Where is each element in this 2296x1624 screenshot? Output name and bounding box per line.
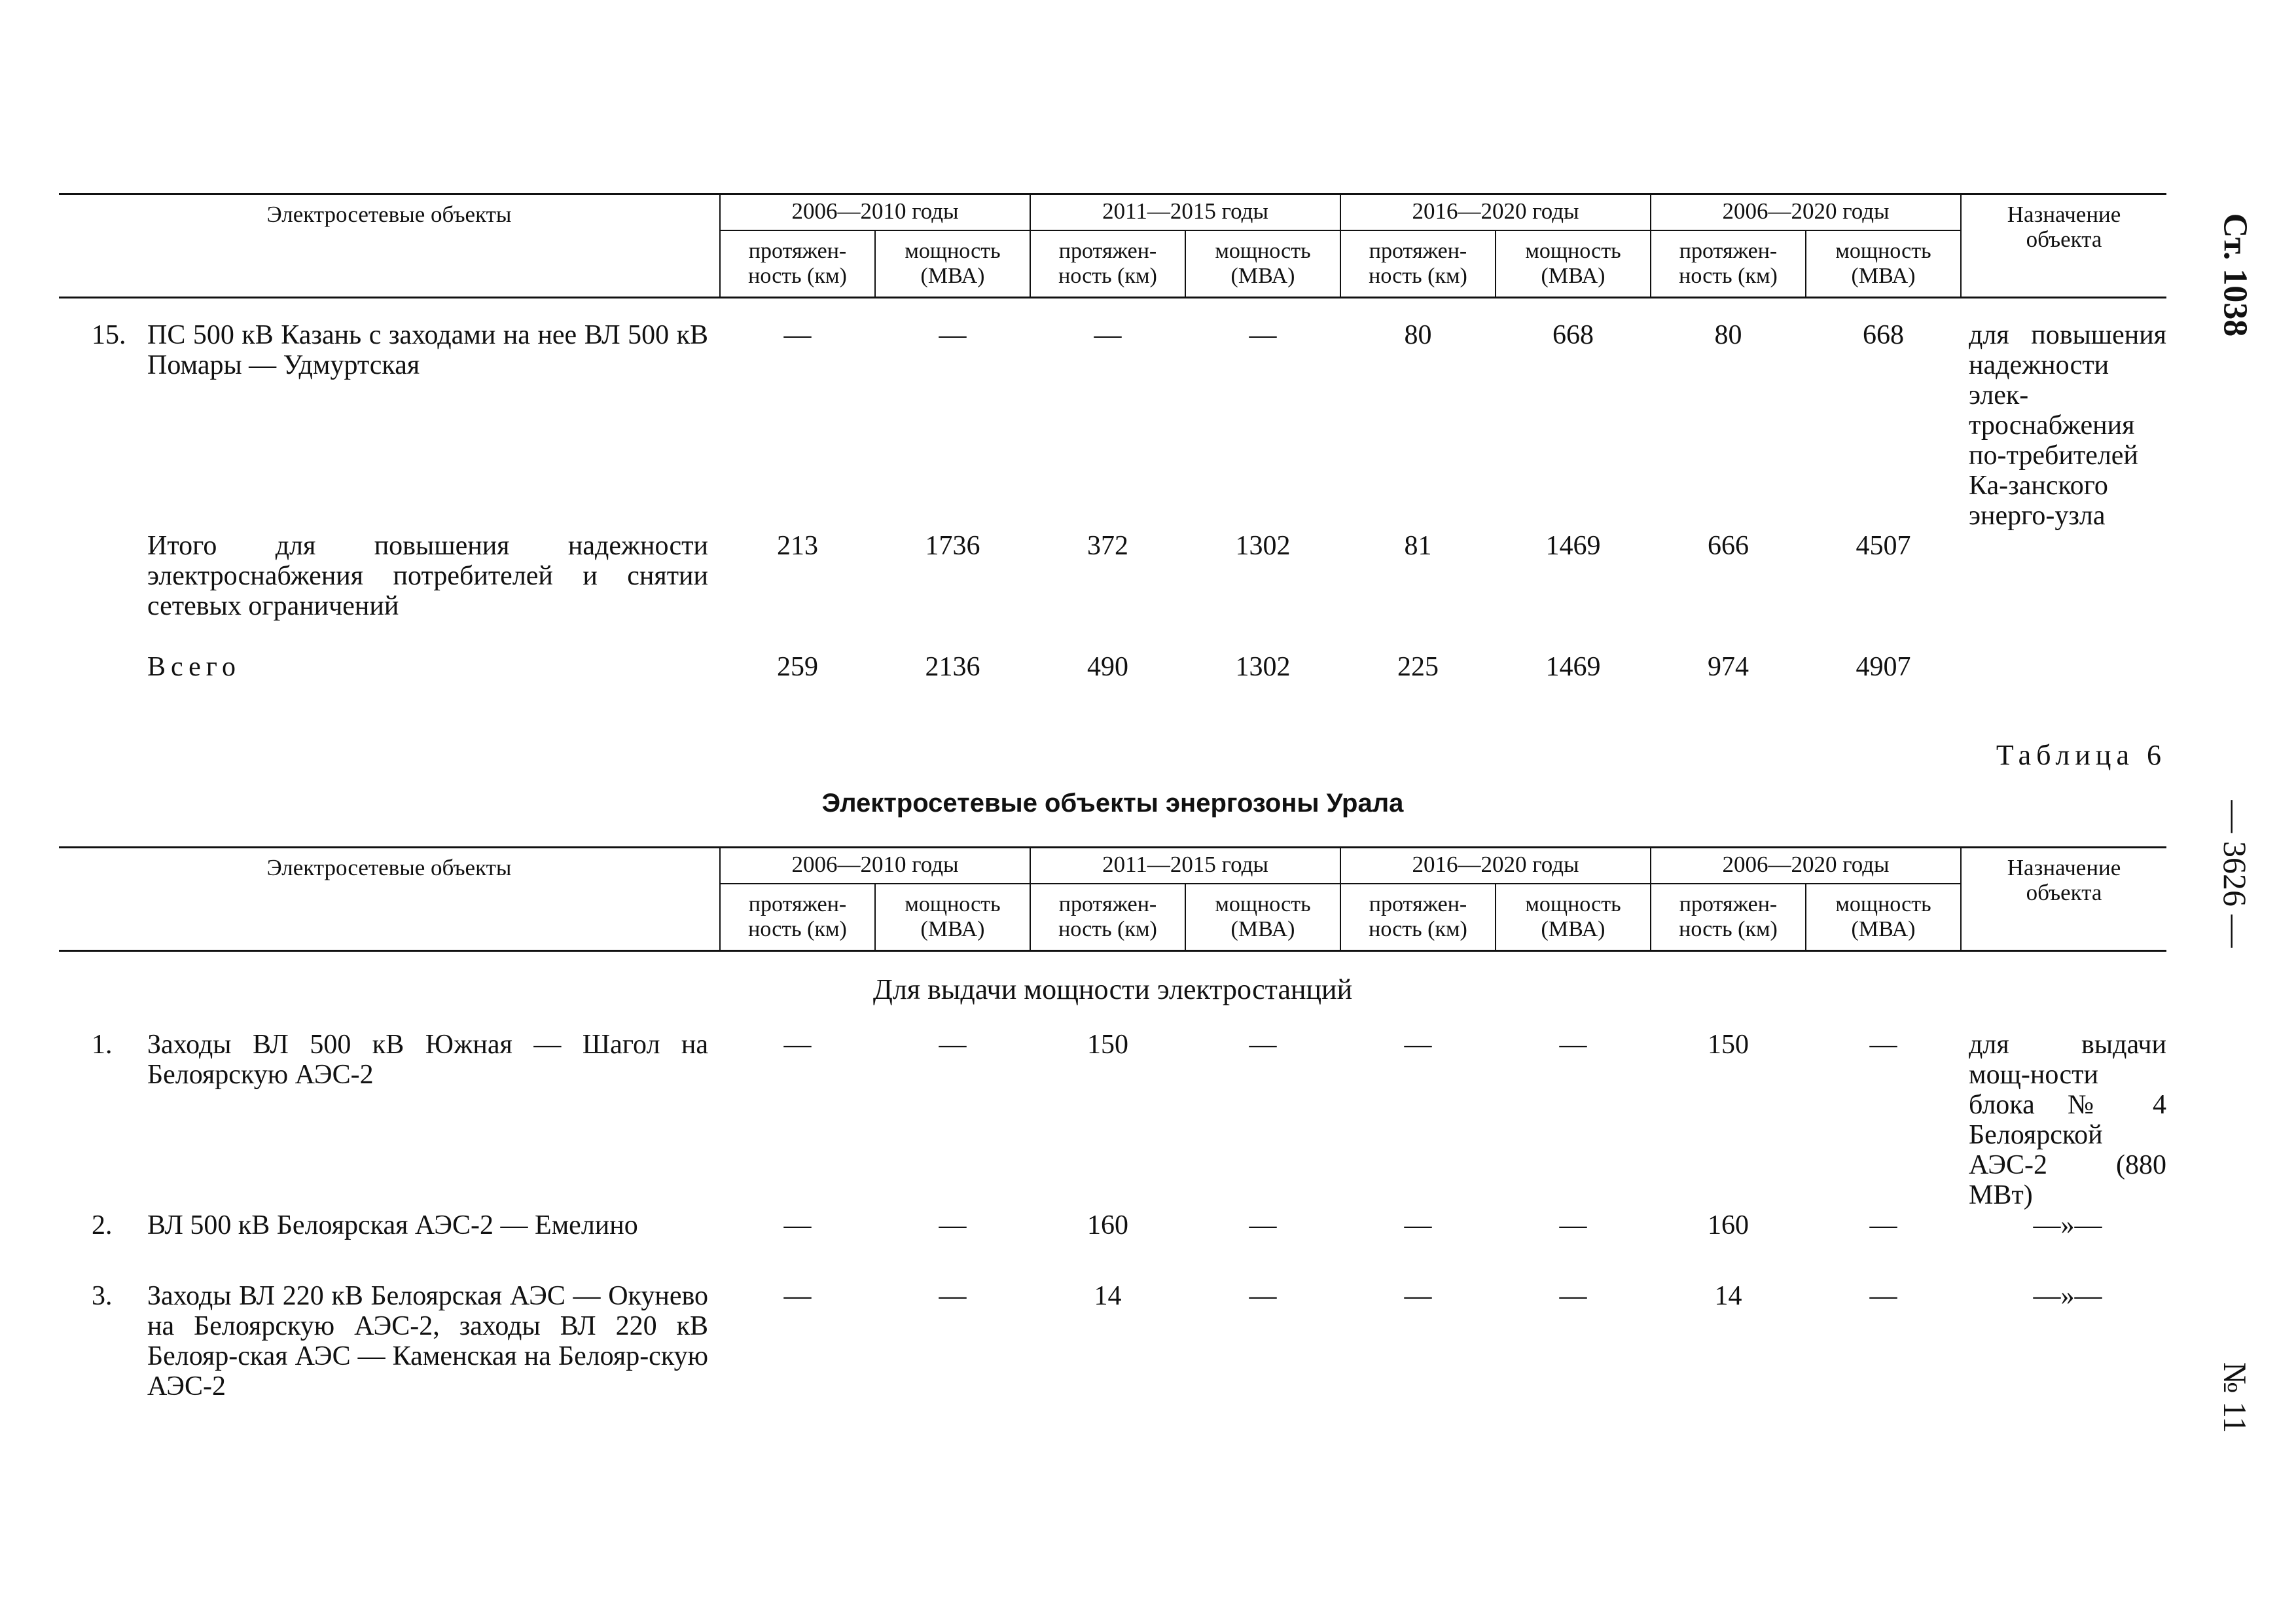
cell-value: 974 — [1708, 651, 1749, 682]
header-power: мощность (МВА) — [1496, 230, 1651, 298]
header-period: 2006—2010 годы — [720, 846, 1030, 884]
header-power: мощность (МВА) — [1185, 230, 1340, 298]
row-purpose: для выдачи мощ-ности блока № 4 Белоярской АЭС-2 (880 МВт) — [1969, 1029, 2167, 1210]
cell-value: — — [783, 1210, 812, 1240]
cell-value: — — [783, 1029, 812, 1060]
header-power: мощность (МВА) — [1185, 884, 1340, 951]
cell-value: 81 — [1404, 530, 1432, 561]
table-row — [59, 531, 2166, 652]
table6-top-rule — [59, 846, 2166, 848]
cell-value: 259 — [777, 651, 819, 682]
header-length: протяжен- ность (км) — [1030, 884, 1185, 951]
cell-value: 213 — [777, 530, 819, 561]
article-number: Ст. 1038 — [2216, 213, 2254, 337]
top-rule — [59, 193, 2166, 195]
cell-value: 1302 — [1235, 651, 1291, 682]
cell-value: 80 — [1404, 319, 1432, 350]
cell-value: 14 — [1714, 1280, 1742, 1311]
header-period: 2016—2020 годы — [1340, 193, 1651, 230]
header-objects: Электросетевые объекты — [266, 855, 512, 880]
row-name: ПС 500 кВ Казань с заходами на нее ВЛ 500 кВ Помары — Удмуртская — [147, 319, 709, 380]
cell-value: 4507 — [1856, 530, 1911, 561]
table-row — [59, 1281, 2166, 1438]
cell-value: — — [939, 1210, 967, 1240]
row-purpose — [1961, 531, 2166, 652]
cell-value: 666 — [1708, 530, 1749, 561]
table-label: Таблица 6 — [1996, 739, 2166, 771]
table-row — [59, 1210, 2166, 1281]
header-power: мощность (МВА) — [1496, 884, 1651, 951]
header-length: протяжен- ность (км) — [720, 884, 875, 951]
row-purpose: для повышения надежности элек-троснабжения по-требителей Ка-занского энерго-узла — [1969, 319, 2167, 531]
row-number: 15. — [92, 319, 126, 350]
cell-value: 372 — [1087, 530, 1129, 561]
cell-value: — — [939, 1029, 967, 1060]
header-power: мощность (МВА) — [1806, 884, 1961, 951]
cell-value: — — [1249, 1210, 1277, 1240]
cell-value: — — [1094, 319, 1122, 350]
header-power: мощность (МВА) — [875, 884, 1030, 951]
table-continuation — [59, 193, 2166, 691]
cell-value: — — [1249, 319, 1277, 350]
cell-value: 225 — [1397, 651, 1439, 682]
cell-value: — — [1249, 1029, 1277, 1060]
cell-value: — — [1559, 1210, 1587, 1240]
cell-value: 14 — [1094, 1280, 1122, 1311]
table-row — [59, 1030, 2166, 1210]
row-number — [59, 531, 118, 652]
row-number: 1. — [92, 1029, 113, 1060]
row-name: ВЛ 500 кВ Белоярская АЭС-2 — Емелино — [147, 1210, 638, 1240]
header-purpose: Назначение объекта — [1961, 193, 2166, 298]
cell-value: — — [1559, 1280, 1587, 1311]
header-power: мощность (МВА) — [1806, 230, 1961, 298]
cell-value: 668 — [1552, 319, 1594, 350]
row-number: 3. — [92, 1280, 113, 1311]
header-period: 2011—2015 годы — [1030, 193, 1340, 230]
row-purpose: —»— — [2033, 1210, 2102, 1240]
cell-value: 80 — [1714, 319, 1742, 350]
cell-value: — — [1404, 1210, 1432, 1240]
cell-value: — — [1404, 1280, 1432, 1311]
header-period: 2006—2020 годы — [1651, 846, 1961, 884]
header-objects: Электросетевые объекты — [266, 202, 512, 227]
cell-value: — — [939, 1280, 967, 1311]
cell-value: 1302 — [1235, 530, 1291, 561]
page-number: — 3626 — — [2217, 800, 2253, 948]
section-heading: Для выдачи мощности электростанций — [59, 951, 2166, 1023]
cell-value: — — [1869, 1280, 1897, 1311]
table-row — [59, 320, 2166, 531]
header-period: 2006—2020 годы — [1651, 193, 1961, 230]
header-purpose: Назначение объекта — [1961, 846, 2166, 951]
issue-number: № 11 — [2217, 1362, 2253, 1434]
header-length: протяжен- ность (км) — [1651, 230, 1806, 298]
cell-value: — — [783, 1280, 812, 1311]
header-period: 2011—2015 годы — [1030, 846, 1340, 884]
row-name: Итого для повышения надежности электроснабжения потребителей и снятии сетевых ограничений — [147, 530, 709, 621]
cell-value: — — [1404, 1029, 1432, 1060]
cell-value: 1736 — [925, 530, 980, 561]
header-length: протяжен- ность (км) — [1340, 884, 1496, 951]
header-length: протяжен- ность (км) — [1340, 230, 1496, 298]
cell-value: — — [1869, 1210, 1897, 1240]
row-number — [59, 652, 118, 691]
header-period: 2006—2010 годы — [720, 193, 1030, 230]
row-number: 2. — [92, 1210, 113, 1240]
cell-value: 150 — [1708, 1029, 1749, 1060]
row-purpose: —»— — [2033, 1280, 2102, 1311]
cell-value: — — [1559, 1029, 1587, 1060]
header-length: протяжен- ность (км) — [720, 230, 875, 298]
header-length: протяжен- ность (км) — [1651, 884, 1806, 951]
row-name: Заходы ВЛ 500 кВ Южная — Шагол на Белоярскую АЭС-2 — [147, 1029, 709, 1090]
cell-value: 4907 — [1856, 651, 1911, 682]
cell-value: — — [783, 319, 812, 350]
table-row-total — [59, 652, 2166, 691]
cell-value: 2136 — [925, 651, 980, 682]
cell-value: 150 — [1087, 1029, 1129, 1060]
table-6 — [59, 846, 2166, 1438]
row-purpose — [1961, 652, 2166, 691]
header-length: протяжен- ность (км) — [1030, 230, 1185, 298]
cell-value: 160 — [1708, 1210, 1749, 1240]
cell-value: 490 — [1087, 651, 1129, 682]
cell-value: — — [1869, 1029, 1897, 1060]
cell-value: 668 — [1863, 319, 1905, 350]
header-power: мощность (МВА) — [875, 230, 1030, 298]
cell-value: 1469 — [1545, 651, 1601, 682]
header-period: 2016—2020 годы — [1340, 846, 1651, 884]
table-title: Электросетевые объекты энергозоны Урала — [821, 789, 1404, 818]
cell-value: — — [1249, 1280, 1277, 1311]
row-name: Заходы ВЛ 220 кВ Белоярская АЭС — Окунево на Белоярскую АЭС-2, заходы ВЛ 220 кВ Белояр-ская АЭС — Каменская на Белояр-скую АЭС-2 — [147, 1280, 709, 1401]
cell-value: 160 — [1087, 1210, 1129, 1240]
cell-value: 1469 — [1545, 530, 1601, 561]
cell-value: — — [939, 319, 967, 350]
row-name: Всего — [147, 651, 241, 682]
